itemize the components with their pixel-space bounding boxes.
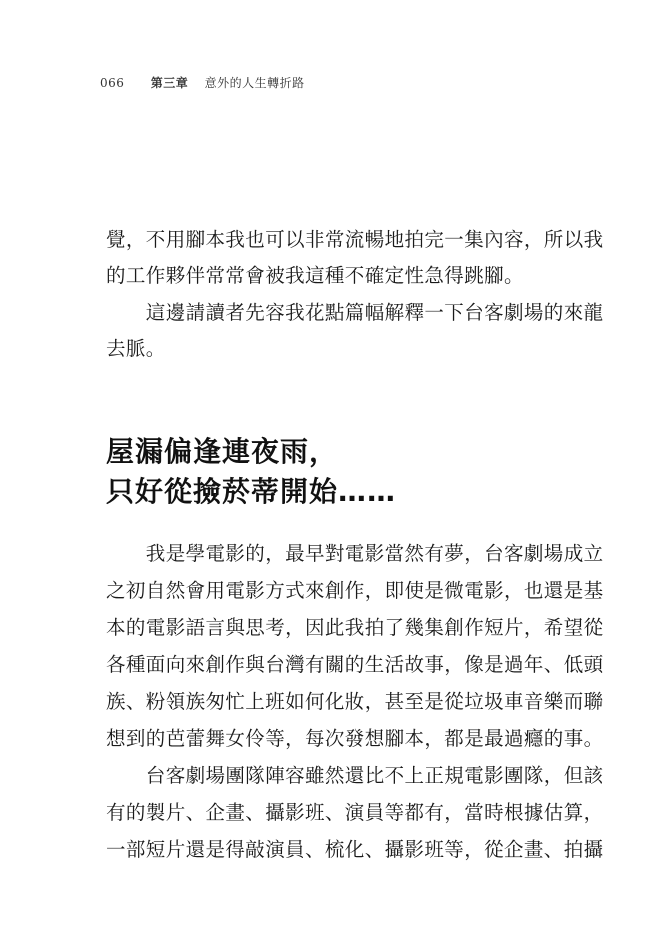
text-line: 這邊請讀者先容我花點篇幅解釋一下台客劇場的來龍 <box>106 301 604 324</box>
page-number: 066 <box>100 76 125 90</box>
text-line: 覺，不用腳本我也可以非常流暢地拍完一集內容，所以我 <box>106 228 604 251</box>
text-line: 之初自然會用電影方式來創作，即使是微電影，也還是基 <box>106 579 604 602</box>
text-line: 一部短片還是得敲演員、梳化、攝影班等，從企畫、拍攝 <box>106 838 604 861</box>
chapter-title: 意外的人生轉折路 <box>204 76 305 90</box>
text-line: 有的製片、企畫、攝影班、演員等都有，當時根據估算， <box>106 801 604 824</box>
text-line: 各種面向來創作與台灣有關的生活故事，像是過年、低頭 <box>106 653 604 676</box>
chapter-label: 第三章 <box>150 76 189 90</box>
text-line: 族、粉領族匆忙上班如何化妝，甚至是從垃圾車音樂而聯 <box>106 690 604 713</box>
text-line: 本的電影語言與思考，因此我拍了幾集創作短片，希望從 <box>106 616 604 639</box>
text-line: 想到的芭蕾舞女伶等，每次發想腳本，都是最過癮的事。 <box>106 727 604 750</box>
heading-line: 屋漏偏逢連夜雨， <box>106 435 339 468</box>
text-line: 台客劇場團隊陣容雖然還比不上正規電影團隊，但該 <box>106 764 604 787</box>
text-line: 去脈。 <box>106 337 166 360</box>
running-head <box>100 74 305 91</box>
heading-line: 只好從撿菸蒂開始…… <box>106 475 397 508</box>
text-line: 的工作夥伴常常會被我這種不確定性急得跳腳。 <box>106 264 524 287</box>
text-line: 我是學電影的，最早對電影當然有夢，台客劇場成立 <box>106 542 604 565</box>
